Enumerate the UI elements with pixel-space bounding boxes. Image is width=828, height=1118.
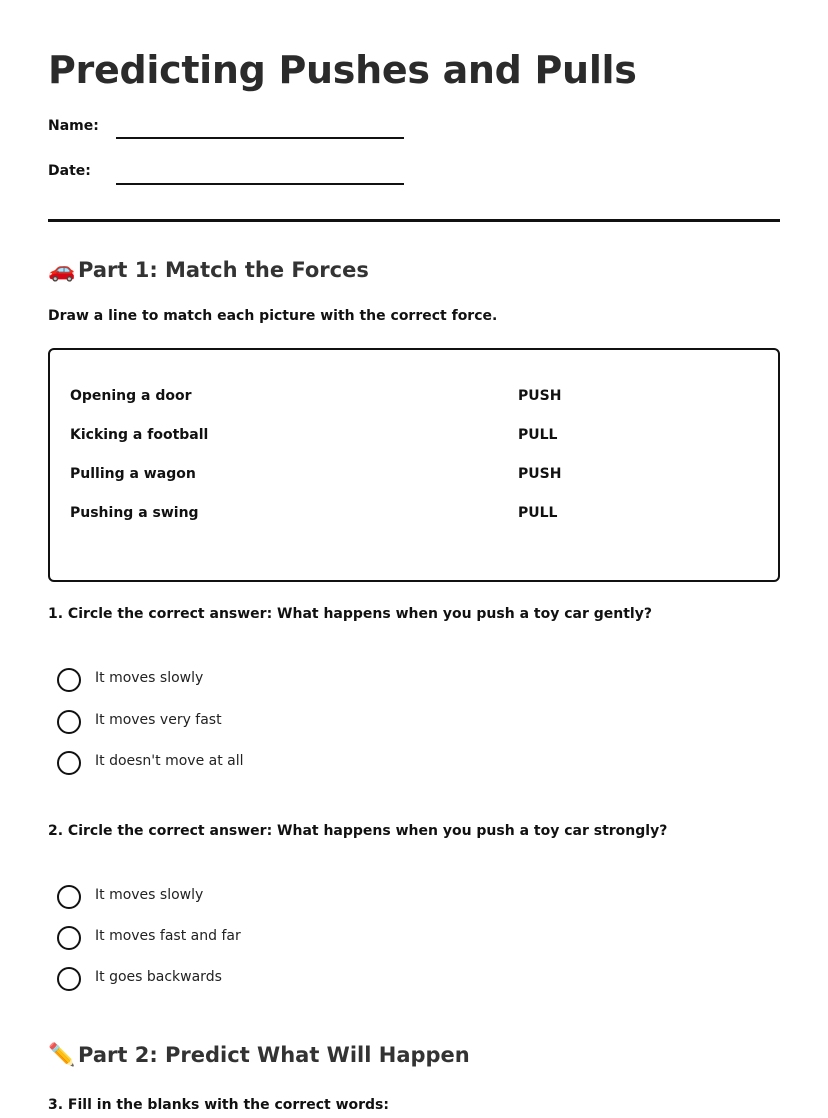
radio-circle[interactable] [57,668,81,692]
question-2-option[interactable] [57,926,457,950]
question-2-option[interactable] [57,967,457,991]
question-1-option[interactable] [57,751,457,775]
radio-circle[interactable] [57,710,81,734]
option-label: It moves slowly [95,670,204,686]
part2-heading [48,1043,470,1068]
question-2-option[interactable] [57,885,457,909]
match-row [70,466,760,486]
worksheet-title: Predicting Pushes and Pulls [48,48,637,92]
match-force: PUSH [518,466,562,482]
name-blank-line[interactable] [116,137,404,139]
option-label: It doesn't move at all [95,753,244,769]
match-action: Pushing a swing [70,505,199,521]
match-row [70,427,760,447]
question-3: 3. Fill in the blanks with the correct words: [48,1097,389,1113]
pencil-icon: ✏️ [48,1043,76,1068]
option-label: It moves fast and far [95,928,241,944]
match-row [70,505,760,525]
match-force: PULL [518,427,558,443]
match-force: PUSH [518,388,562,404]
option-label: It moves slowly [95,887,204,903]
question-1-option[interactable] [57,668,457,692]
option-label: It moves very fast [95,712,222,728]
part1-heading-text: Part 1: Match the Forces [78,258,369,282]
part2-heading-text: Part 2: Predict What Will Happen [78,1043,470,1067]
radio-circle[interactable] [57,926,81,950]
option-label: It goes backwards [95,969,222,985]
name-field [48,118,408,142]
date-field [48,163,408,187]
radio-circle[interactable] [57,751,81,775]
name-label: Name: [48,118,99,134]
match-box [48,348,780,582]
match-action: Opening a door [70,388,192,404]
question-1-option[interactable] [57,710,457,734]
question-2: 2. Circle the correct answer: What happens when you push a toy car strongly? [48,823,668,839]
radio-circle[interactable] [57,885,81,909]
car-icon: 🚗 [48,258,76,283]
question-1: 1. Circle the correct answer: What happens when you push a toy car gently? [48,606,652,622]
match-force: PULL [518,505,558,521]
match-row [70,388,760,408]
header-divider [48,219,780,222]
part1-instruction: Draw a line to match each picture with the correct force. [48,308,498,324]
match-action: Pulling a wagon [70,466,196,482]
match-action: Kicking a football [70,427,209,443]
date-label: Date: [48,163,91,179]
radio-circle[interactable] [57,967,81,991]
date-blank-line[interactable] [116,183,404,185]
part1-heading [48,258,369,283]
